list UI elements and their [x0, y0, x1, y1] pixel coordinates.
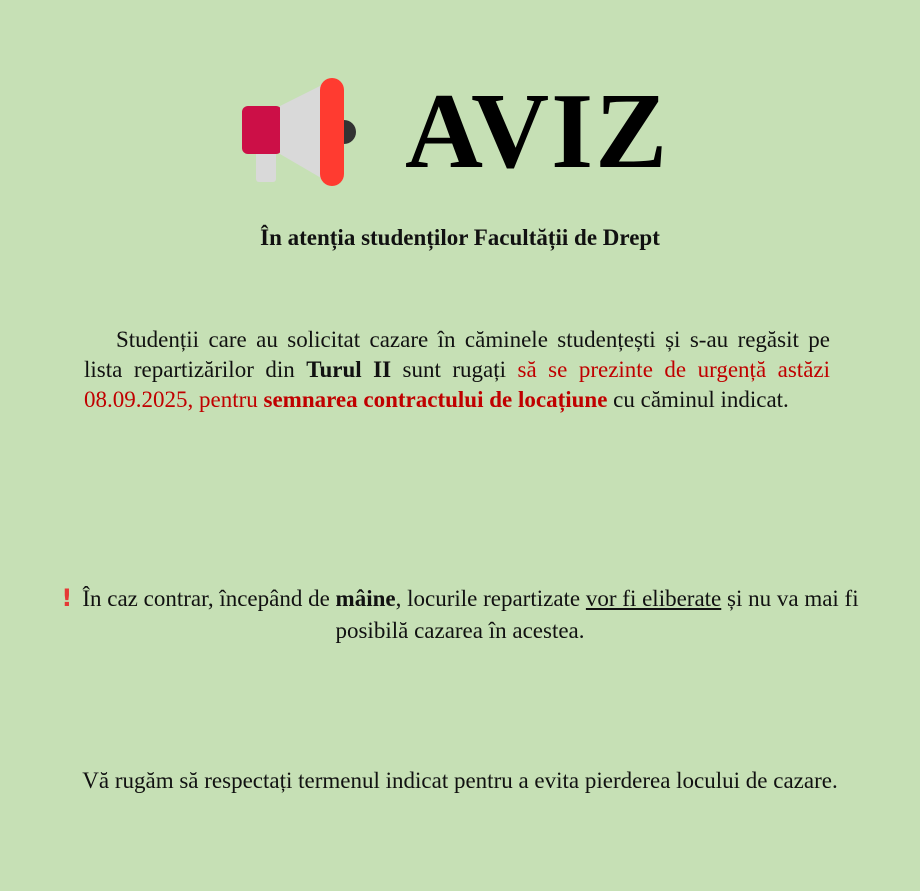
notice-text: sunt rugați [391, 357, 518, 382]
notice-text: Studenții care au solicitat cazare în căminele studențești și s-au regăsit pe lista repartizărilor din [84, 327, 830, 382]
released-text: vor fi eliberate [585, 586, 722, 611]
warning-text: și nu va mai fi posibilă cazarea în acestea. [335, 586, 859, 643]
urgent-text: să se prezinte de urgență astăzi 08.09.2025, pentru [84, 357, 830, 412]
notice-title: AVIZ [405, 72, 670, 191]
closing-text: Vă rugăm să respectați termenul indicat pentru a evita pierderea locului de cazare. [82, 768, 838, 793]
notice-paragraph [84, 325, 830, 415]
megaphone-icon [240, 76, 360, 188]
notice-text: cu căminul indicat. [607, 387, 789, 412]
round-label: Turul II [306, 357, 392, 382]
tomorrow-text: mâine [335, 586, 396, 611]
contract-text: semnarea contractului de locațiune [263, 387, 608, 412]
warning-paragraph [60, 582, 860, 647]
header [0, 70, 920, 190]
warning-text: În caz contrar, începând de [82, 586, 336, 611]
exclamation-icon: ! [61, 584, 73, 612]
subtitle: În atenția studenților Facultății de Drept [260, 225, 660, 250]
warning-text: , locurile repartizate [395, 586, 586, 611]
